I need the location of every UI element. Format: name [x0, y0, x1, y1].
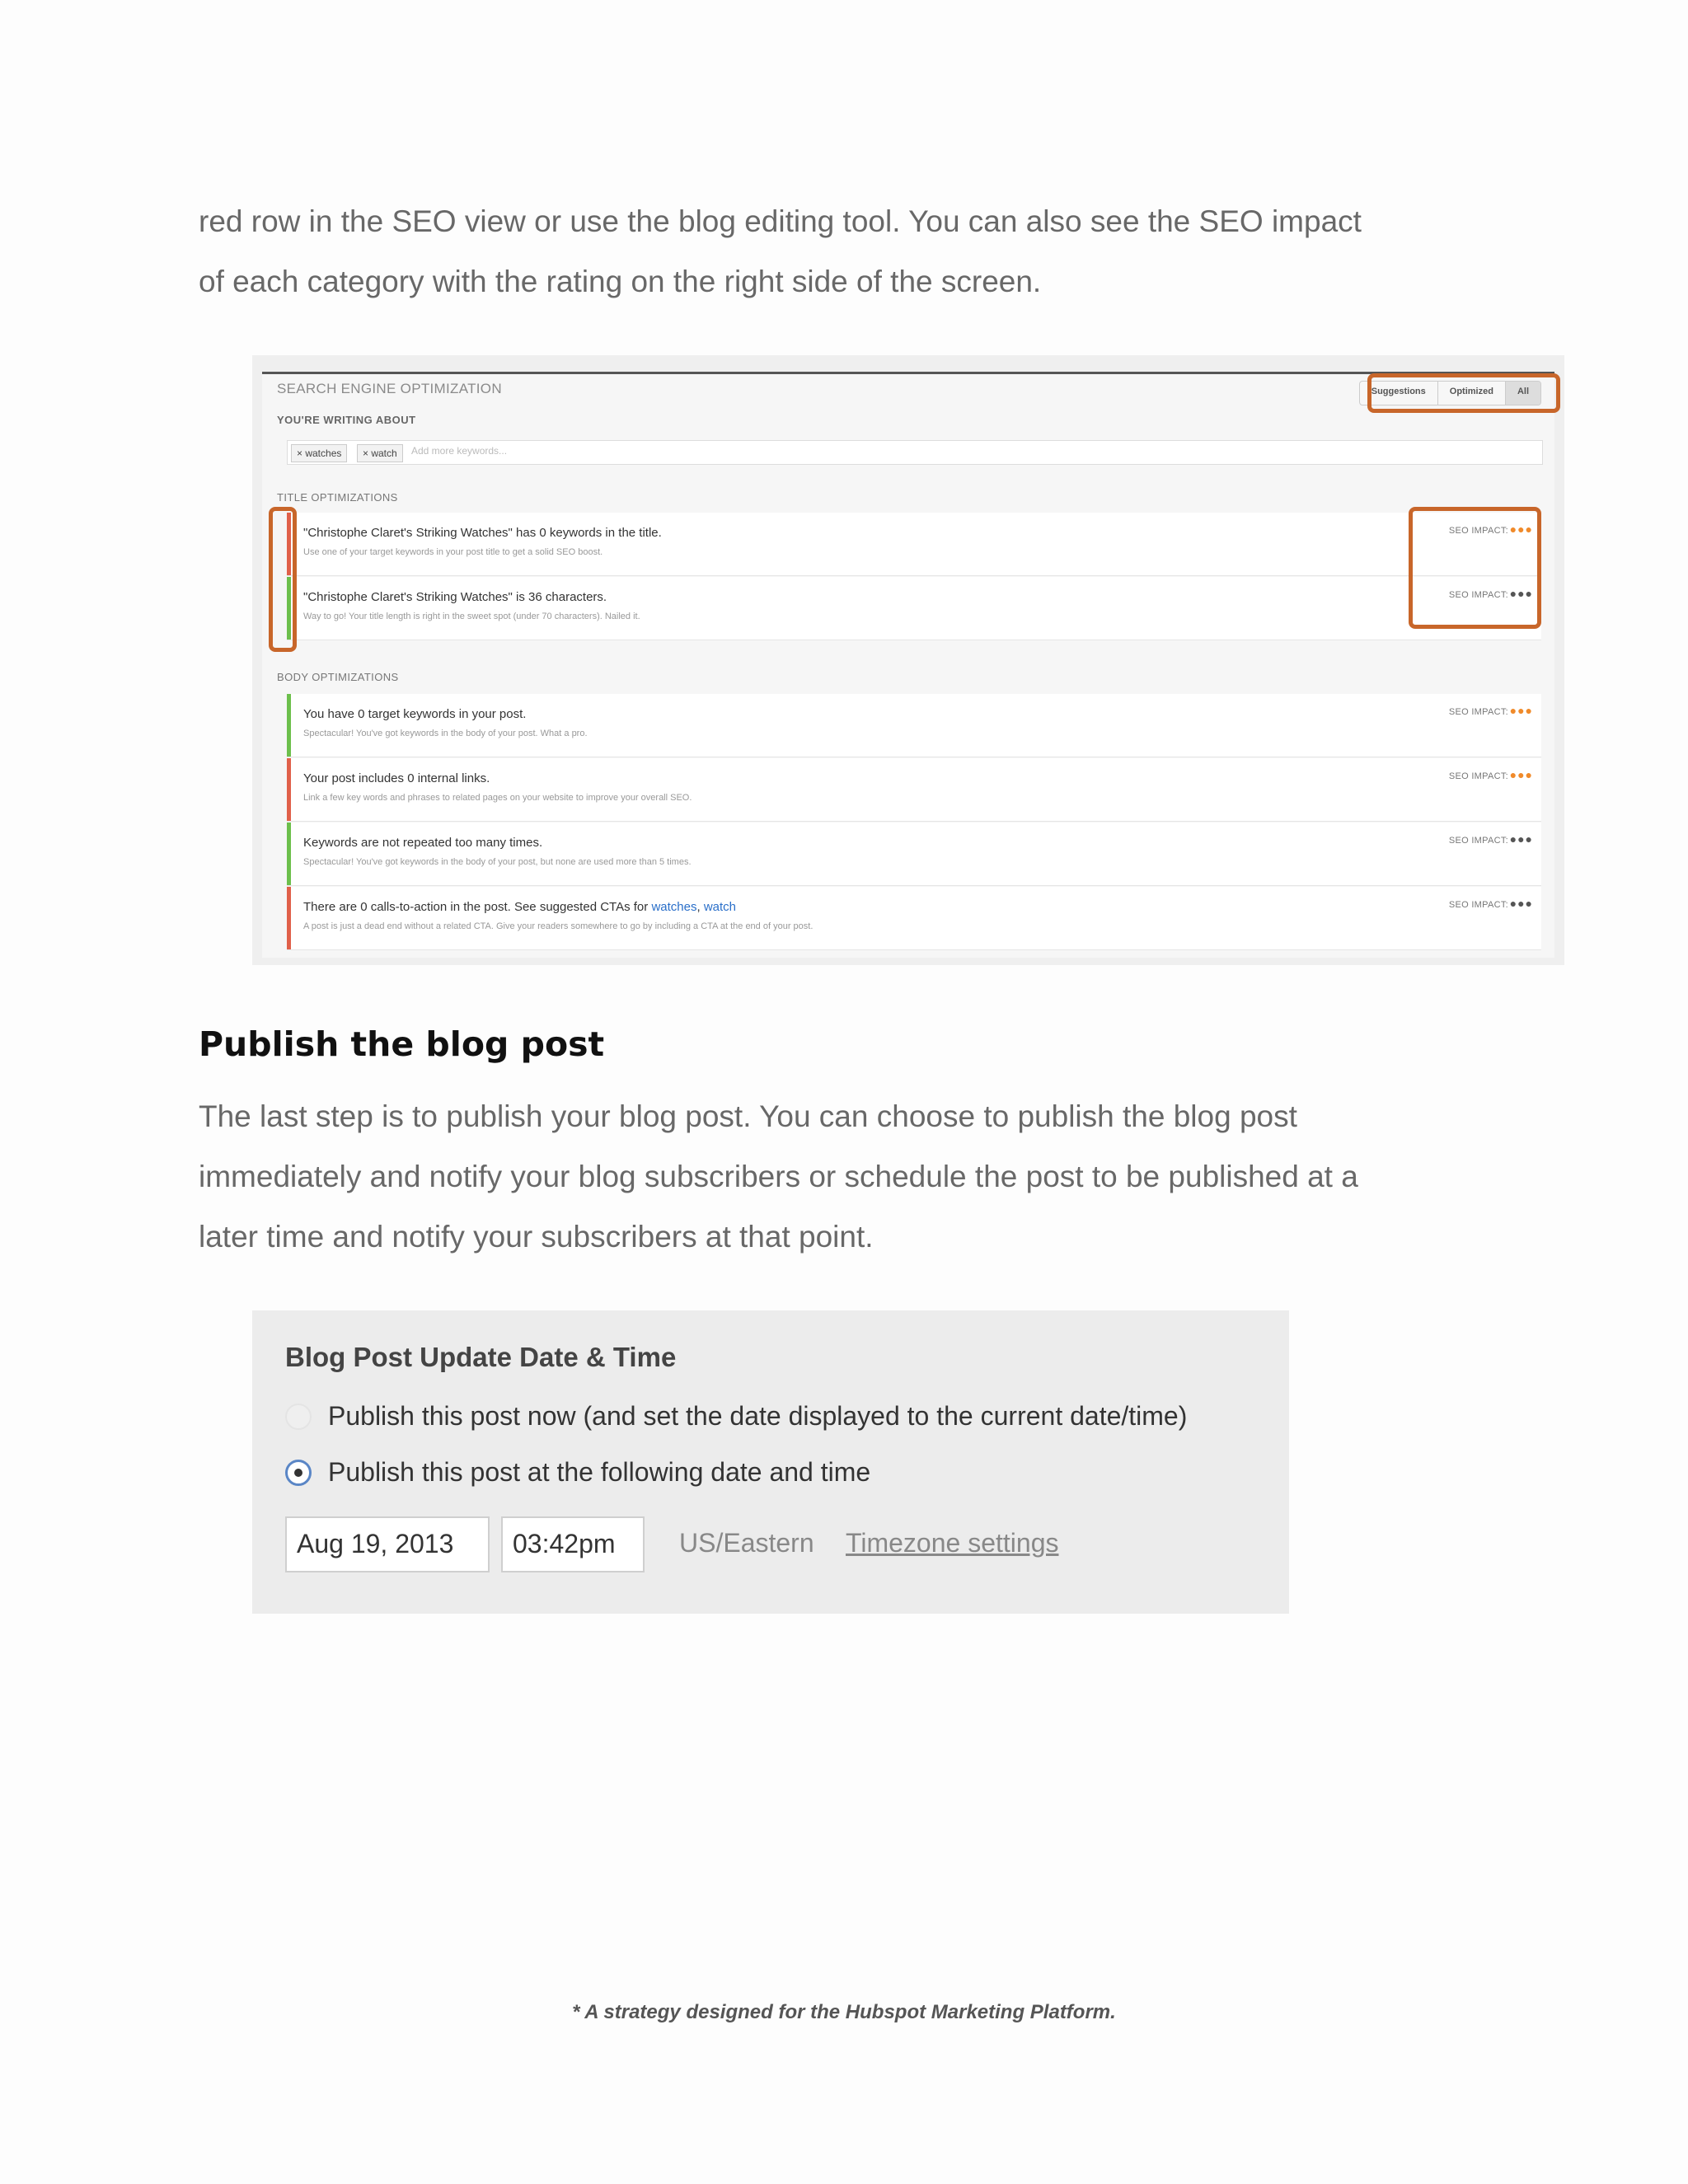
timezone-settings-link[interactable]: Timezone settings — [846, 1528, 1059, 1558]
radio-unchecked-icon[interactable] — [285, 1404, 312, 1430]
keyword-chip[interactable]: × watch — [357, 444, 403, 462]
intro-paragraph — [199, 191, 1567, 312]
seo-impact-label: SEO IMPACT: — [1448, 771, 1508, 781]
row-title — [303, 590, 607, 604]
status-bar — [287, 823, 291, 885]
row-title-text: "Christophe Claret's Striking Watches" has 0 keywords in the title. — [303, 526, 662, 540]
seo-impact-dots-icon: ●●● — [1509, 832, 1533, 846]
optimization-row[interactable] — [287, 577, 1541, 640]
publish-later-label: Publish this post at the following date and time — [328, 1457, 871, 1487]
row-description: Link a few key words and phrases to related pages on your website to improve your overall SEO. — [303, 793, 692, 803]
row-description: A post is just a dead end without a related CTA. Give your readers somewhere to go by including a CTA at the end of your post. — [303, 921, 814, 931]
row-title: There are 0 calls-to-action in the post. See suggested CTAs for watches, watch — [303, 900, 736, 914]
row-title — [303, 526, 662, 540]
optimization-row[interactable] — [287, 823, 1541, 886]
optimization-row[interactable] — [287, 887, 1541, 950]
row-description: Spectacular! You've got keywords in the body of your post. What a pro. — [303, 729, 588, 738]
row-title-text: You have 0 target keywords in your post. — [303, 707, 527, 721]
status-bar — [287, 758, 291, 821]
keywords-placeholder: Add more keywords... — [411, 445, 508, 457]
publish-now-option[interactable] — [285, 1401, 1187, 1432]
filter-highlight — [1367, 373, 1560, 413]
footer-note: * A strategy designed for the Hubspot Marketing Platform. — [572, 2001, 1116, 2023]
seo-impact-highlight — [1409, 507, 1541, 629]
body-optimizations-label: BODY OPTIMIZATIONS — [277, 671, 399, 683]
publish-screenshot — [252, 1310, 1289, 1614]
seo-impact-label: SEO IMPACT: — [1448, 707, 1508, 717]
filter-suggestions-button[interactable]: Suggestions — [1360, 382, 1438, 405]
keyword-chip[interactable]: × watches — [291, 444, 347, 462]
filter-all-button[interactable]: All — [1506, 382, 1540, 405]
publish-line: The last step is to publish your blog post. You can choose to publish the blog post — [199, 1099, 1297, 1133]
cta-link[interactable]: watch — [703, 900, 736, 914]
row-description: Spectacular! You've got keywords in the body of your post, but none are used more than 5 times. — [303, 857, 692, 867]
row-description: Way to go! Your title length is right in the sweet spot (under 70 characters). Nailed it. — [303, 612, 640, 621]
seo-panel — [262, 372, 1554, 958]
radio-checked-icon[interactable] — [285, 1460, 312, 1486]
seo-impact-dots-icon: ●●● — [1509, 523, 1533, 536]
timezone-label: US/Eastern — [679, 1528, 814, 1558]
keywords-input[interactable] — [287, 440, 1543, 465]
cta-link[interactable]: watches — [651, 900, 697, 914]
publish-later-option[interactable] — [285, 1457, 870, 1488]
row-title-text: There are 0 calls-to-action in the post. See suggested CTAs for — [303, 900, 652, 914]
seo-header: SEARCH ENGINE OPTIMIZATION — [277, 381, 502, 396]
section-heading: Publish the blog post — [199, 1024, 605, 1064]
row-title-text: "Christophe Claret's Striking Watches" is 36 characters. — [303, 590, 607, 604]
row-title-text: Keywords are not repeated too many times. — [303, 836, 543, 850]
row-title — [303, 707, 526, 721]
publish-paragraph — [199, 1086, 1567, 1267]
seo-impact-label: SEO IMPACT: — [1448, 900, 1508, 910]
title-optimizations-label: TITLE OPTIMIZATIONS — [277, 491, 398, 504]
status-bar — [287, 887, 291, 949]
row-title — [303, 836, 542, 850]
seo-impact-dots-icon: ●●● — [1509, 704, 1533, 717]
optimization-row[interactable] — [287, 513, 1541, 576]
row-description: Use one of your target keywords in your post title to get a solid SEO boost. — [303, 547, 603, 557]
row-title — [303, 771, 490, 785]
filter-optimized-button[interactable]: Optimized — [1438, 382, 1506, 405]
intro-line: red row in the SEO view or use the blog editing tool. You can also see the SEO impact — [199, 204, 1362, 238]
seo-screenshot — [252, 355, 1564, 965]
seo-impact-label: SEO IMPACT: — [1448, 836, 1508, 846]
optimization-row[interactable] — [287, 694, 1541, 757]
status-bar-highlight — [269, 507, 297, 652]
seo-impact-dots-icon: ●●● — [1509, 587, 1533, 600]
date-input[interactable]: Aug 19, 2013 — [285, 1516, 490, 1572]
publish-line: later time and notify your subscribers at that point. — [199, 1220, 874, 1254]
row-title-text: Your post includes 0 internal links. — [303, 771, 490, 785]
publish-panel-title: Blog Post Update Date & Time — [285, 1342, 677, 1372]
seo-impact-label: SEO IMPACT: — [1448, 526, 1508, 536]
seo-impact-label: SEO IMPACT: — [1448, 590, 1508, 600]
publish-now-label: Publish this post now (and set the date displayed to the current date/time) — [328, 1401, 1188, 1431]
time-input[interactable]: 03:42pm — [501, 1516, 645, 1572]
seo-impact-dots-icon: ●●● — [1509, 897, 1533, 910]
intro-line: of each category with the rating on the right side of the screen. — [199, 265, 1042, 298]
optimization-row[interactable] — [287, 758, 1541, 822]
status-bar — [287, 694, 291, 757]
seo-impact-dots-icon: ●●● — [1509, 768, 1533, 781]
writing-about-label: YOU'RE WRITING ABOUT — [277, 414, 416, 426]
publish-line: immediately and notify your blog subscribers or schedule the post to be published at a — [199, 1160, 1358, 1193]
